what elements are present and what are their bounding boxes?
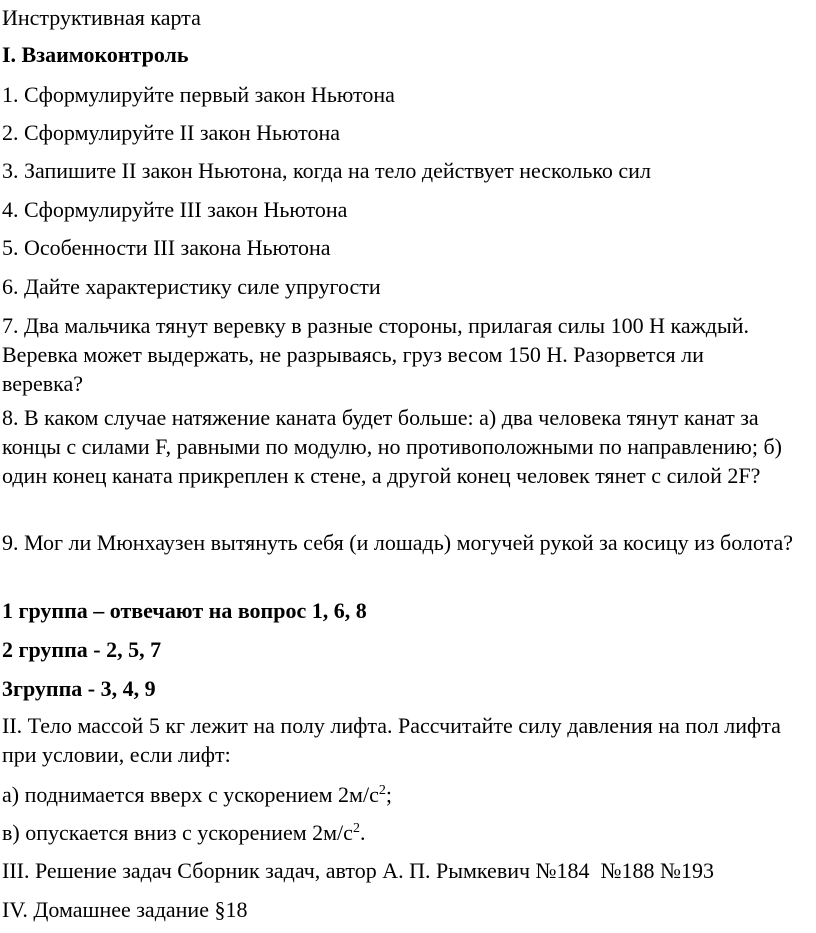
question-3: 3. Запишите II закон Ньютона, когда на тело действует несколько сил — [2, 158, 651, 183]
question-8: 8. В каком случае натяжение каната будет больше: а) два человека тянут канат за концы с силами F, равными по модулю, но противоположными по направлению; б) один конец каната прикреплен к стене, а другой конец человек тянет с силой 2F? — [2, 405, 782, 488]
case-a-text: а) поднимается вверх с ускорением 2м/с — [2, 782, 379, 807]
section-3-text: III. Решение задач Сборник задач, автор А. П. Рымкевич №184 №188 №193 — [2, 858, 715, 883]
question-9: 9. Мог ли Мюнхаузен вытянуть себя (и лошадь) могучей рукой за косицу из болота? — [2, 530, 794, 555]
question-2: 2. Сформулируйте II закон Ньютона — [2, 120, 341, 145]
group-3: 3группа - 3, 4, 9 — [2, 676, 156, 701]
case-b-text: в) опускается вниз с ускорением 2м/с — [2, 820, 353, 845]
section-1-heading: I. Взаимоконтроль — [2, 42, 189, 67]
case-a-tail: ; — [385, 782, 392, 807]
group-1: 1 группа – отвечают на вопрос 1, 6, 8 — [2, 598, 367, 623]
case-b — [2, 818, 365, 847]
section-2-text: II. Тело массой 5 кг лежит на полу лифта. Рассчитайте силу давления на пол лифта при условии, если лифт: — [2, 713, 781, 767]
group-2: 2 группа - 2, 5, 7 — [2, 637, 162, 662]
question-5: 5. Особенности III закона Ньютона — [2, 235, 331, 260]
question-7: 7. Два мальчика тянут веревку в разные стороны, прилагая силы 100 Н каждый. Веревка может выдержать, не разрываясь, груз весом 150 Н. Разорвется ли веревка? — [2, 313, 750, 396]
section-4-text: IV. Домашнее задание §18 — [2, 897, 248, 922]
case-a — [2, 780, 392, 809]
case-b-tail: . — [359, 820, 366, 845]
case-a-sup: 2 — [378, 783, 386, 798]
question-4: 4. Сформулируйте III закон Ньютона — [2, 197, 348, 222]
question-1: 1. Сформулируйте первый закон Ньютона — [2, 82, 395, 107]
question-6: 6. Дайте характеристику силе упругости — [2, 274, 381, 299]
case-b-sup: 2 — [352, 821, 360, 836]
document-title: Инструктивная карта — [2, 5, 201, 30]
